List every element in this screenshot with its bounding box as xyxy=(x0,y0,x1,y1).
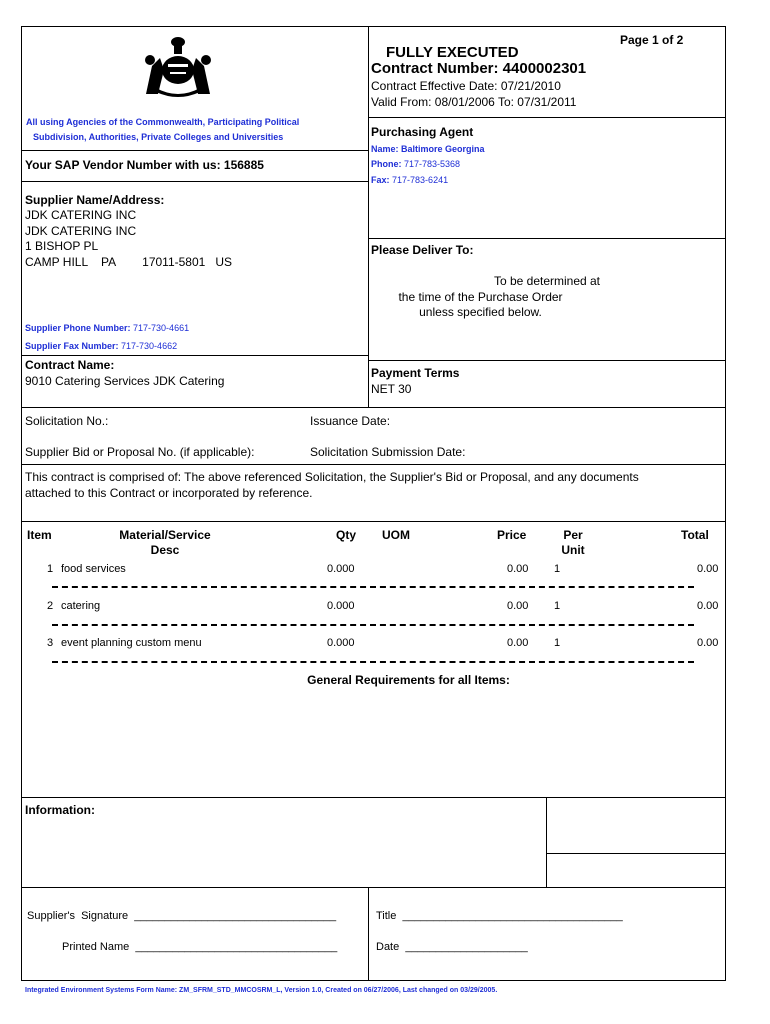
supplier-fax-value: 717-730-4662 xyxy=(121,341,178,351)
comprised-line-2: attached to this Contract or incorporated by reference. xyxy=(25,486,313,500)
row-per: 1 xyxy=(554,600,561,612)
supplier-fax-label: Supplier Fax Number: xyxy=(25,341,119,351)
header-divider xyxy=(368,26,369,407)
row-qty: 0.000 xyxy=(327,563,355,575)
supplier-fax xyxy=(25,341,177,351)
form-footer: Integrated Environment Systems Form Name: ZM_SFRM_STD_MMCOSRM_L, Version 1.0, Created on 06/27/2006, Last changed on 03/29/2005. xyxy=(25,987,498,994)
agent-fax xyxy=(371,175,448,185)
row-qty: 0.000 xyxy=(327,637,355,649)
vendor-number: Your SAP Vendor Number with us: 156885 xyxy=(25,158,264,172)
row-total: 0.00 xyxy=(697,600,719,612)
submission-date: Solicitation Submission Date: xyxy=(310,445,466,459)
row-num: 3 xyxy=(47,637,54,649)
deliver-line-2: the time of the Purchase Order xyxy=(398,290,563,304)
agent-name xyxy=(371,144,485,154)
divider xyxy=(368,238,726,239)
supplier-line-2: JDK CATERING INC xyxy=(25,224,137,238)
supplier-line-1: JDK CATERING INC xyxy=(25,208,137,222)
agent-fax-label: Fax: xyxy=(371,175,390,185)
row-total: 0.00 xyxy=(697,563,719,575)
agent-name-value: Baltimore Georgina xyxy=(401,144,485,154)
agencies-line-1: All using Agencies of the Commonwealth, Participating Political xyxy=(26,117,300,127)
contract-name-value: 9010 Catering Services JDK Catering xyxy=(25,374,225,388)
col-per-1: Per xyxy=(563,528,583,542)
general-requirements: General Requirements for all Items: xyxy=(307,673,510,687)
bid-proposal-no: Supplier Bid or Proposal No. (if applicable): xyxy=(25,445,255,459)
deliver-heading: Please Deliver To: xyxy=(371,243,474,257)
deliver-line-3: unless specified below. xyxy=(419,305,542,319)
col-desc-1: Material/Service xyxy=(119,528,211,542)
contract-name-heading: Contract Name: xyxy=(25,358,115,372)
row-price: 0.00 xyxy=(507,563,529,575)
printed-name-line[interactable]: Printed Name _________________________________ xyxy=(62,941,338,953)
divider xyxy=(21,150,368,151)
agent-phone-value: 717-783-5368 xyxy=(404,159,461,169)
supplier-line-4: CAMP HILL PA 17011-5801 US xyxy=(25,255,232,269)
contract-number: Contract Number: 4400002301 xyxy=(371,60,587,77)
row-separator xyxy=(52,586,694,588)
row-num: 1 xyxy=(47,563,54,575)
payment-terms-value: NET 30 xyxy=(371,382,412,396)
col-per-2: Unit xyxy=(561,543,585,557)
divider xyxy=(21,355,368,356)
agent-fax-value: 717-783-6241 xyxy=(392,175,449,185)
row-separator xyxy=(52,624,694,626)
row-qty: 0.000 xyxy=(327,600,355,612)
signature-divider xyxy=(368,887,369,981)
divider xyxy=(21,464,726,465)
agent-phone-label: Phone: xyxy=(371,159,402,169)
supplier-phone xyxy=(25,323,189,333)
row-desc: catering xyxy=(61,600,101,612)
col-item: Item xyxy=(27,528,52,542)
divider xyxy=(21,521,726,522)
contract-valid-dates: Valid From: 08/01/2006 To: 07/31/2011 xyxy=(371,95,577,109)
table-row xyxy=(0,563,770,579)
row-separator xyxy=(52,661,694,663)
solicitation-no: Solicitation No.: xyxy=(25,414,109,428)
supplier-heading: Supplier Name/Address: xyxy=(25,193,165,207)
row-total: 0.00 xyxy=(697,637,719,649)
row-desc: food services xyxy=(61,563,126,575)
contract-effective-date: Contract Effective Date: 07/21/2010 xyxy=(371,79,561,93)
row-price: 0.00 xyxy=(507,600,529,612)
supplier-line-3: 1 BISHOP PL xyxy=(25,239,99,253)
supplier-phone-label: Supplier Phone Number: xyxy=(25,323,131,333)
purchasing-agent-heading: Purchasing Agent xyxy=(371,125,474,139)
information-heading: Information: xyxy=(25,803,95,817)
divider xyxy=(368,360,726,361)
col-uom: UOM xyxy=(382,528,410,542)
comprised-line-1: This contract is comprised of: The above referenced Solicitation, the Supplier's Bid or Proposal, and any documents xyxy=(25,470,639,484)
supplier-phone-value: 717-730-4661 xyxy=(133,323,190,333)
status-title: FULLY EXECUTED xyxy=(386,44,519,61)
info-divider xyxy=(546,797,547,887)
row-desc: event planning custom menu xyxy=(61,637,202,649)
page-indicator: Page 1 of 2 xyxy=(620,33,684,47)
divider xyxy=(21,887,726,888)
row-price: 0.00 xyxy=(507,637,529,649)
divider xyxy=(21,407,726,408)
divider xyxy=(21,181,368,182)
table-row xyxy=(0,600,770,616)
divider xyxy=(368,117,726,118)
title-line[interactable]: Title ____________________________________ xyxy=(376,910,623,922)
agent-name-label: Name: xyxy=(371,144,399,154)
row-per: 1 xyxy=(554,637,561,649)
issuance-date: Issuance Date: xyxy=(310,414,391,428)
col-desc-2: Desc xyxy=(150,543,180,557)
supplier-signature-line[interactable]: Supplier's Signature _________________________________ xyxy=(27,910,337,922)
agent-phone xyxy=(371,159,460,169)
row-num: 2 xyxy=(47,600,54,612)
row-per: 1 xyxy=(554,563,561,575)
deliver-line-1: To be determined at xyxy=(493,274,601,288)
payment-terms-heading: Payment Terms xyxy=(371,366,460,380)
date-line[interactable]: Date ____________________ xyxy=(376,941,528,953)
agencies-line-2: Subdivision, Authorities, Private Colleges and Universities xyxy=(33,132,284,142)
col-qty: Qty xyxy=(336,528,357,542)
table-row xyxy=(0,637,770,653)
col-total: Total xyxy=(681,528,709,542)
commonwealth-seal-icon xyxy=(138,36,218,98)
divider xyxy=(546,853,726,854)
col-price: Price xyxy=(497,528,527,542)
divider xyxy=(21,797,726,798)
